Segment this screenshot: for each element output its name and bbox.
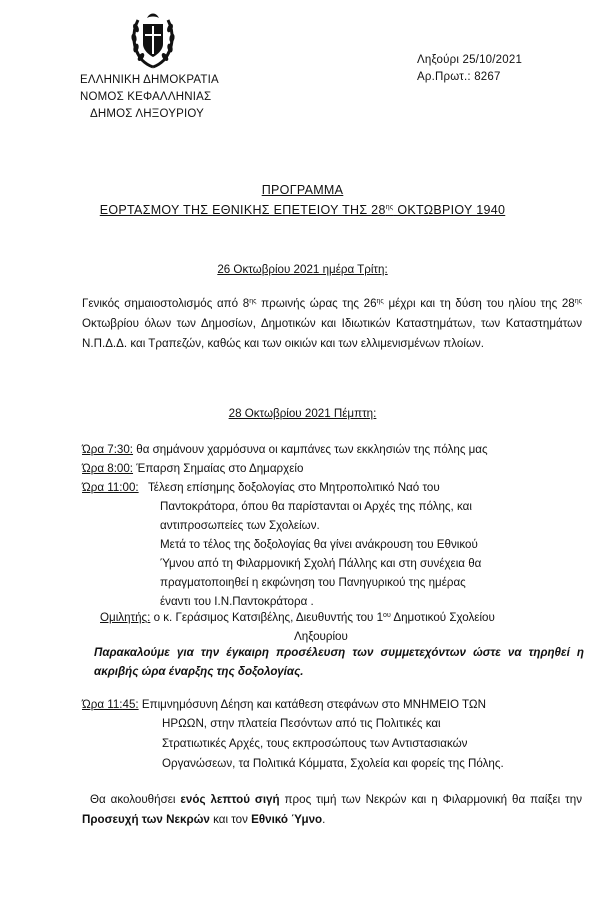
title-superscript: ης: [385, 204, 394, 211]
event-1100-line-3: αντιπροσωπείες των Σχολείων.: [160, 519, 320, 532]
day1-sup-2: ης: [376, 298, 384, 305]
speaker-label: Ομιλητής:: [100, 611, 151, 624]
event-1100-text: [148, 478, 481, 611]
event-1100-line-4: Μετά το τέλος της δοξολογίας θα γίνει ανάκρουση του Εθνικού: [160, 538, 478, 551]
event-1145-text: [162, 714, 504, 774]
speaker-line: [100, 608, 495, 627]
event-1145-line-4: Οργανώσεων, τα Πολιτικά Κόμματα, Σχολεία και φορείς της Πόλης.: [162, 757, 504, 770]
day1-paragraph: [82, 294, 582, 354]
title-line-1: ΠΡΟΓΡΑΜΜΑ: [261, 183, 344, 197]
event-1145-time: Ώρα 11:45:: [82, 698, 139, 711]
day1-heading: 26 Οκτωβρίου 2021 ημέρα Τρίτη:: [217, 263, 388, 276]
event-1100-time-label: Ώρα 11:00:: [82, 481, 139, 494]
issuer-line-3: ΔΗΜΟΣ ΛΗΞΟΥΡΙΟΥ: [90, 108, 204, 120]
document-date: Ληξούρι 25/10/2021: [417, 54, 523, 66]
speaker-text-a: ο κ. Γεράσιμος Κατσιβέλης, Διευθυντής του 1: [150, 611, 384, 624]
protocol-number: Αρ.Πρωτ.: 8267: [417, 71, 501, 83]
event-800: [82, 459, 303, 478]
event-730: [82, 440, 488, 459]
event-800-time: Ώρα 8:00:: [82, 462, 134, 475]
event-1100-line-2: Παντοκράτορα, όπου θα παρίστανται οι Αρχές της πόλης, και: [160, 500, 472, 513]
event-1100-time: [82, 478, 139, 497]
event-800-text: Έπαρση Σημαίας στο Δημαρχείο: [133, 462, 304, 475]
day1-text-c: μέχρι και τη δύση του ηλίου της 28: [383, 297, 575, 310]
event-730-time: Ώρα 7:30:: [82, 443, 134, 456]
event-1145-line-2: ΗΡΩΩΝ, στην πλατεία Πεσόντων από τις Πολιτικές και: [162, 717, 441, 730]
event-1145-line-3: Στρατιωτικές Αρχές, τους εκπροσώπους των Αντιστασιακών: [162, 737, 468, 750]
day1-sup-3: ης: [574, 298, 582, 305]
closing-text-a: Θα ακολουθήσει: [90, 793, 181, 806]
event-1100-line-6: πραγματοποιηθεί η εκφώνηση του Πανηγυρικού της ημέρας: [160, 576, 466, 589]
event-1100-line-5: Ύμνου από τη Φιλαρμονική Σχολή Πάλλης και στη συνέχεια θα: [160, 557, 482, 570]
closing-text-c: προς τιμή των Νεκρών και η Φιλαρμονική θα παίξει την: [279, 793, 582, 806]
issuer-line-1: ΕΛΛΗΝΙΚΗ ΔΗΜΟΚΡΑΤΙΑ: [80, 74, 219, 86]
day1-text-a: Γενικός σημαιοστολισμός από 8: [82, 297, 250, 310]
attendance-notice: Παρακαλούμε για την έγκαιρη προσέλευση των συμμετεχόντων ώστε να τηρηθεί η ακριβής ώρα έναρξης της δοξολογίας.: [94, 646, 584, 678]
closing-prayer: Προσευχή των Νεκρών: [82, 813, 210, 826]
closing-paragraph: [82, 790, 582, 830]
closing-silence: ενός λεπτού σιγή: [180, 793, 280, 806]
title-line-2-text: ΕΟΡΤΑΣΜΟΥ ΤΗΣ ΕΘΝΙΚΗΣ ΕΠΕΤΕΙΟΥ ΤΗΣ 28: [99, 203, 386, 217]
event-730-text: θα σημάνουν χαρμόσυνα οι καμπάνες των εκκλησιών της πόλης μας: [133, 443, 488, 456]
event-1100-line-7: έναντι του Ι.Ν.Παντοκράτορα .: [160, 595, 314, 608]
greek-coat-of-arms-icon: [128, 8, 178, 70]
closing-period: .: [322, 813, 326, 826]
speaker-sup: ου: [383, 612, 391, 619]
title-line-2-end: ΟΚΤΩΒΡΙΟΥ 1940: [393, 203, 506, 217]
title-line-2: [0, 200, 605, 220]
event-1100-line-1: Τέλεση επίσημης δοξολογίας στο Μητροπολιτικό Ναό του: [148, 481, 440, 494]
speaker-text-b: Δημοτικού Σχολείου: [390, 611, 495, 624]
document-title: [0, 180, 605, 220]
event-1145-line-1: Επιμνημόσυνη Δέηση και κατάθεση στεφάνων στο ΜΝΗΜΕΙΟ ΤΩΝ: [138, 698, 486, 711]
day1-text-b: πρωινής ώρας της 26: [256, 297, 377, 310]
issuer-block: [80, 72, 219, 123]
day1-text-d: Οκτωβρίου όλων των Δημοσίων, Δημοτικών και Ιδιωτικών Καταστημάτων, των Καταστημάτων Ν.Π.Δ.Δ. και Τραπεζών, καθώς και των οικιών και των ελλιμενισμένων πλοίων.: [82, 317, 582, 350]
issuer-line-2: ΝΟΜΟΣ ΚΕΦΑΛΛΗΝΙΑΣ: [80, 91, 212, 103]
day2-heading: 28 Οκτωβρίου 2021 Πέμπτη:: [228, 407, 377, 420]
speaker-line-2: Ληξουρίου: [294, 630, 348, 643]
closing-anthem: Εθνικό Ύμνο: [251, 813, 323, 826]
day1-sup-1: ης: [249, 298, 257, 305]
event-1145: [82, 695, 486, 714]
date-protocol-block: [417, 52, 522, 86]
closing-text-e: και τον: [209, 813, 252, 826]
